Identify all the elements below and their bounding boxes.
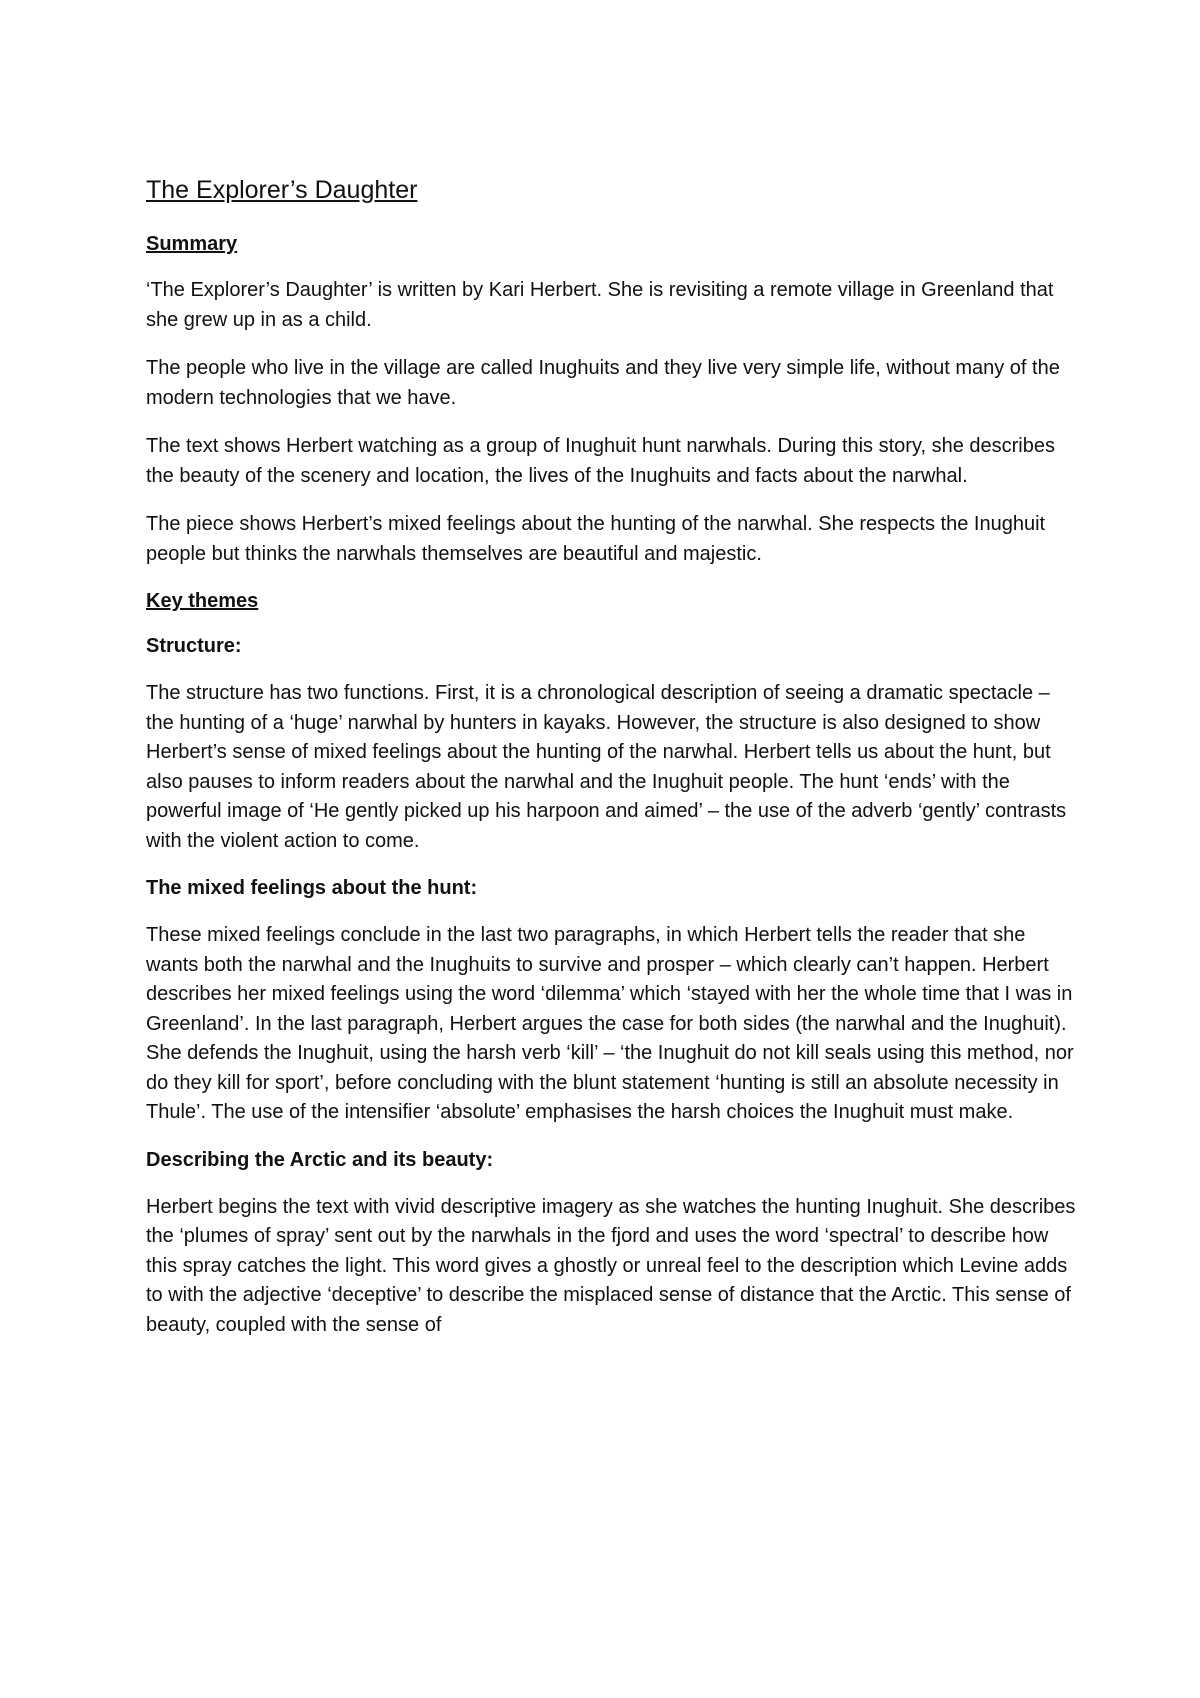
summary-paragraph-1: ‘The Explorer’s Daughter’ is written by Kari Herbert. She is revisiting a remote village in Greenland that she grew up in as a child.	[146, 279, 1054, 331]
structure-heading: Structure:	[146, 635, 242, 657]
summary-paragraph-4: The piece shows Herbert’s mixed feelings about the hunting of the narwhal. She respects the Inughuit people but thinks the narwhals themselves are beautiful and majestic.	[146, 513, 1046, 565]
mixed-feelings-paragraph: These mixed feelings conclude in the last two paragraphs, in which Herbert tells the reader that she wants both the narwhal and the Inughuits to survive and prosper – which clearly can’t happen. Herbert describes her mixed feelings using the word ‘dilemma’ which ‘stayed with her the whole time that I was in Greenland’. In the last paragraph, Herbert argues the case for both sides (the narwhal and the Inughuit). She defends the Inughuit, using the harsh verb ‘kill’ – ‘the Inughuit do not kill seals using this method, nor do they kill for sport’, before concluding with the blunt statement ‘hunting is still an absolute necessity in Thule’. The use of the intensifier ‘absolute’ emphasises the harsh choices the Inughuit must make.	[146, 924, 1074, 1123]
summary-paragraph-2: The people who live in the village are called Inughuits and they live very simple life, without many of the modern technologies that we have.	[146, 357, 1060, 409]
summary-heading: Summary	[146, 233, 238, 255]
document-title: The Explorer’s Daughter	[146, 176, 418, 204]
summary-paragraph-3: The text shows Herbert watching as a group of Inughuit hunt narwhals. During this story, she describes the beauty of the scenery and location, the lives of the Inughuits and facts about the narwhal.	[146, 435, 1055, 487]
document-page	[146, 175, 1076, 1359]
structure-paragraph: The structure has two functions. First, it is a chronological description of seeing a dramatic spectacle – the hunting of a ‘huge’ narwhal by hunters in kayaks. However, the structure is also designed to show Herbert’s sense of mixed feelings about the hunting of the narwhal. Herbert tells us about the hunt, but also pauses to inform readers about the narwhal and the Inughuit people. The hunt ‘ends’ with the powerful image of ‘He gently picked up his harpoon and aimed’ – the use of the adverb ‘gently’ contrasts with the violent action to come.	[146, 682, 1067, 852]
mixed-feelings-heading: The mixed feelings about the hunt:	[146, 877, 478, 899]
arctic-paragraph: Herbert begins the text with vivid descriptive imagery as she watches the hunting Inughuit. She describes the ‘plumes of spray’ sent out by the narwhals in the fjord and uses the word ‘spectral’ to describe how this spray catches the light. This word gives a ghostly or unreal feel to the description which Levine adds to with the adjective ‘deceptive’ to describe the misplaced sense of distance that the Arctic. This sense of beauty, coupled with the sense of	[146, 1195, 1076, 1336]
key-themes-heading: Key themes	[146, 590, 259, 612]
arctic-heading: Describing the Arctic and its beauty:	[146, 1148, 494, 1171]
